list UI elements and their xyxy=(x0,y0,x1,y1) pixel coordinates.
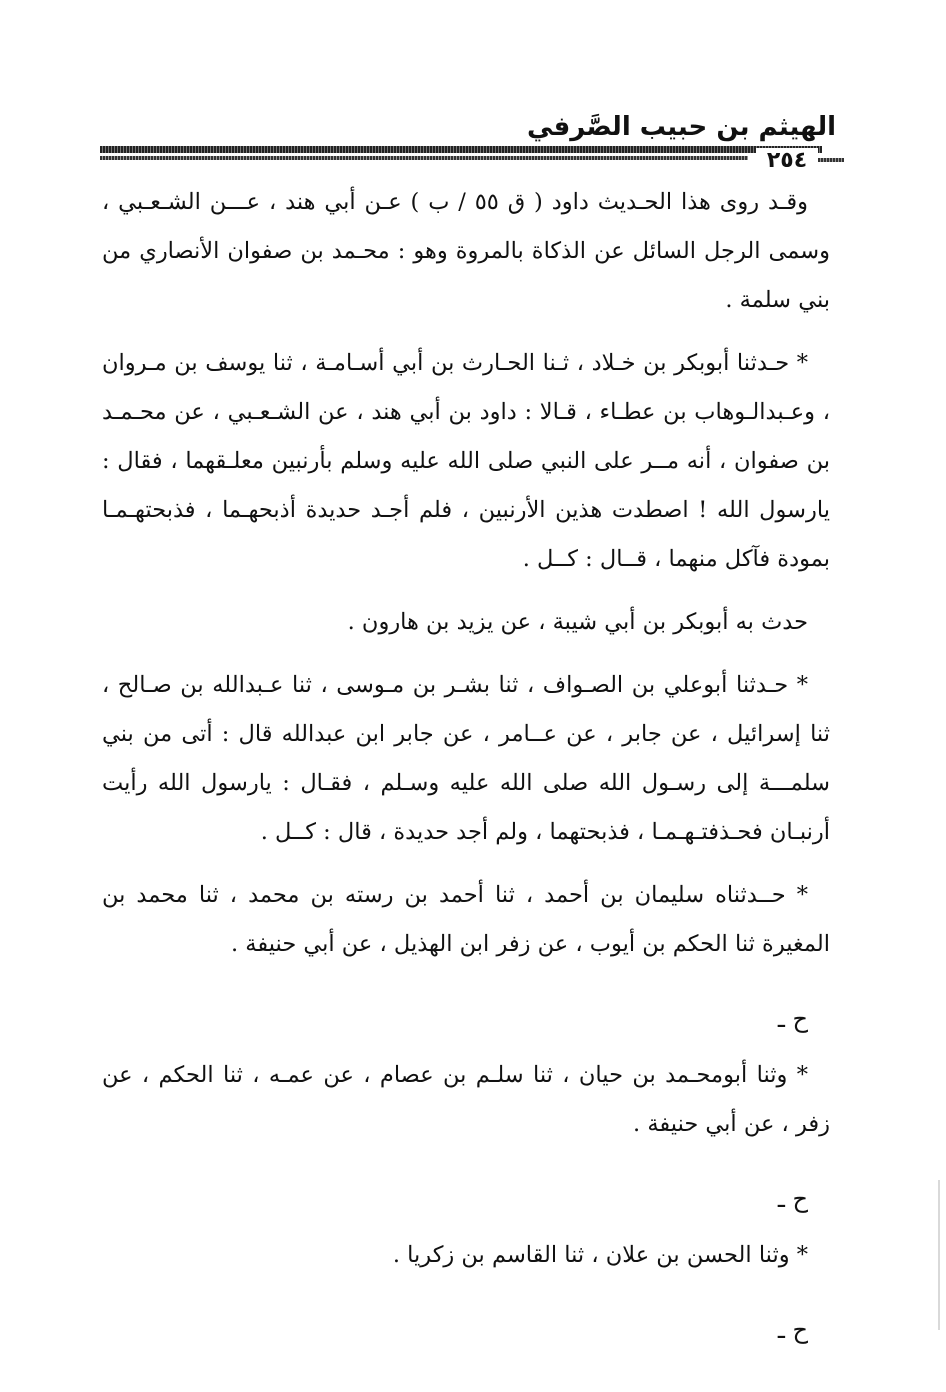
scan-edge-mark xyxy=(938,1180,940,1330)
paragraph: حدث به أبوبكر بن أبي شيبة ، عن يزيد بن هارون . xyxy=(347,609,808,635)
header-rule-thin xyxy=(100,156,748,160)
page-number: ٢٥٤ xyxy=(756,148,818,173)
header-rule-end xyxy=(818,158,844,162)
ha-marker: ح ـ xyxy=(777,1185,808,1213)
paragraph: * حـدثنا أبوعلي بن الصـواف ، ثنا بشـر بن مـوسى ، ثنا عـبدالله بن صـالح ، ثنا إسرائيل ، عن جابر ، عن عــامر ، عن جابر ابن عبدالله قال : أتى من بني سلمـــة إلى رسـول الله صلى الله عليه وسـلم ، فقـال : يارسول الله رأيت أرنبـان فحـذفتـهـمـا ، فذبحتهما ، ولم أجد حديدة ، قال : كــل . xyxy=(102,672,830,845)
paragraph: * وثنا أبومحـمد بن حيان ، ثنا سلـم بن عصام ، عن عمـه ، ثنا الحكم ، عن زفر ، عن أبي حنيفة . xyxy=(102,1062,830,1137)
body-text xyxy=(102,178,830,1362)
ha-marker: ح ـ xyxy=(777,1316,808,1344)
running-header-title: الهيثم بن حبيب الصَّرفي xyxy=(526,112,836,142)
header-rule xyxy=(100,146,822,153)
paragraph: * حــدثناه سليمان بن أحمد ، ثنا أحمد بن رسته بن محمد ، ثنا محمد بن المغيرة ثنا الحكم بن أيوب ، عن زفر ابن الهذيل ، عن أبي حنيفة . xyxy=(102,882,830,957)
ha-marker: ح ـ xyxy=(777,1005,808,1033)
paragraph: * حـدثنا أبوبكر بن خـلاد ، ثـنا الحـارث بن أبي أسـامـة ، ثنا يوسف بن مـروان ، وعـبدالـوهاب بن عطـاء ، قـالا : داود بن أبي هند ، عن الشـعـبي ، عن محـمـد بن صفوان ، أنه مــر على النبي صلى الله عليه وسلم بأرنبين معلـقهما ، فقال : يارسول الله ! اصطدت هذين الأرنبين ، فلم أجـد حديدة أذبحهـما ، فذبحتهـمـا بمودة فآكل منهما ، قــال : كــل . xyxy=(102,350,830,572)
paragraph: * وثنا الحسن بن علان ، ثنا القاسم بن زكريا . xyxy=(392,1242,808,1268)
paragraph: وقـد روى هذا الحـديث داود ( ق ٥٥ / ب ) عـن أبي هند ، عـــن الشـعـبي ، وسمى الرجل السائل عن الذكاة بالمروة وهو : محـمد بن صفوان الأنصاري من بني سلمة . xyxy=(102,189,830,313)
